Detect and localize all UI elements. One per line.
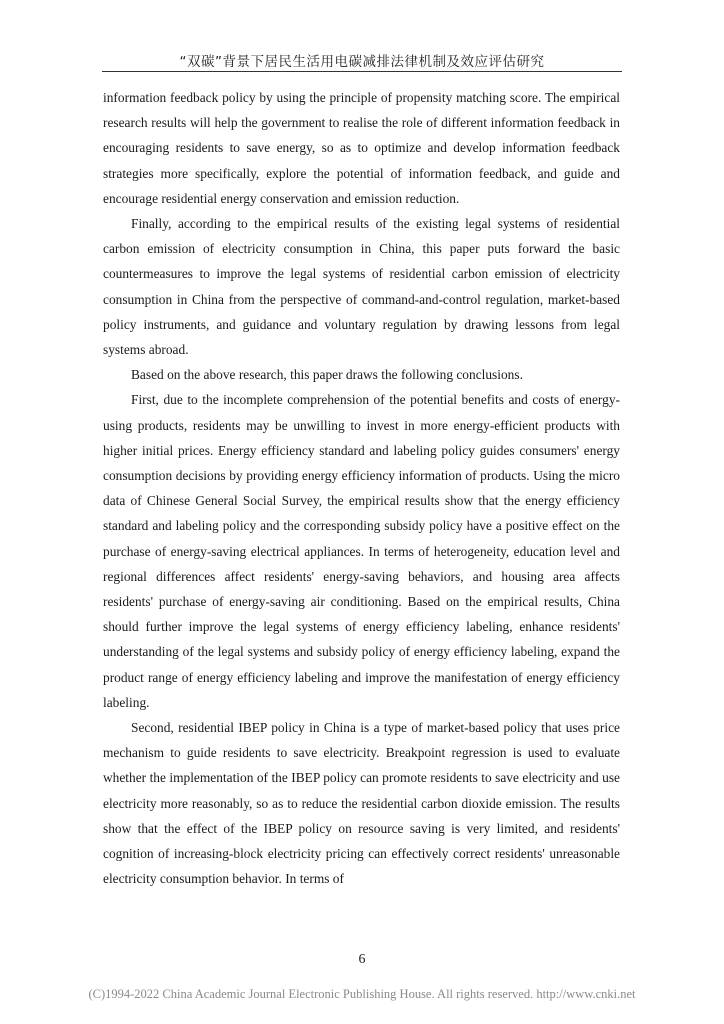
footer-copyright: (C)1994-2022 China Academic Journal Electronic Publishing House. All rights reserved. http://www.cnki.net — [88, 987, 636, 1001]
paragraph-1: information feedback policy by using the principle of propensity matching score. The empirical research results will help the government to realise the role of different information feedback in encouraging residents to save energy, so as to optimize and develop information feedback strategies more specifically, explore the potential of information feedback, and guide and encourage residential energy conservation and emission reduction. — [103, 90, 620, 206]
body-text — [103, 85, 620, 892]
paragraph-2: Finally, according to the empirical results of the existing legal systems of residential carbon emission of electricity consumption in China, this paper puts forward the basic countermeasures to improve the legal systems of residential carbon emission of electricity consumption in China from the perspective of command-and-control regulation, market-based policy instruments, and guidance and voluntary regulation by drawing lessons from legal systems abroad. — [103, 216, 620, 358]
running-header-title: “双碳”背景下居民生活用电碳减排法律机制及效应评估研究 — [179, 54, 545, 70]
paragraph-5: Second, residential IBEP policy in China is a type of market-based policy that uses price mechanism to guide residents to save electricity. Breakpoint regression is used to evaluate whether the implementation of the IBEP policy can promote residents to save electricity and use electricity more reasonably, so as to reduce the residential carbon dioxide emission. The results show that the effect of the IBEP policy on resource saving is very limited, and residents' cognition of increasing-block electricity pricing can effectively correct residents' unreasonable electricity consumption behavior. In terms of — [103, 720, 620, 887]
paragraph-3: Based on the above research, this paper draws the following conclusions. — [131, 367, 523, 383]
header-divider — [102, 71, 622, 72]
page-number: 6 — [358, 952, 366, 967]
paragraph-4: First, due to the incomplete comprehension of the potential benefits and costs of energy-using products, residents may be unwilling to invest in more energy-efficient products with higher initial prices. Energy efficiency standard and labeling policy guides consumers' energy consumption decisions by providing energy efficiency information of products. Using the micro data of Chinese General Social Survey, the empirical results show that the energy efficiency standard and labeling policy and the corresponding subsidy policy have a positive effect on the purchase of energy-saving electrical appliances. In terms of heterogeneity, education level and regional differences affect residents' energy-saving behaviors, and housing area affects residents' purchase of energy-saving air conditioning. Based on the empirical results, China should further improve the legal systems of energy efficiency labeling, enhance residents' understanding of the legal systems and subsidy policy of energy efficiency labeling, expand the product range of energy efficiency labeling and improve the manifestation of energy efficiency labeling. — [103, 392, 620, 710]
